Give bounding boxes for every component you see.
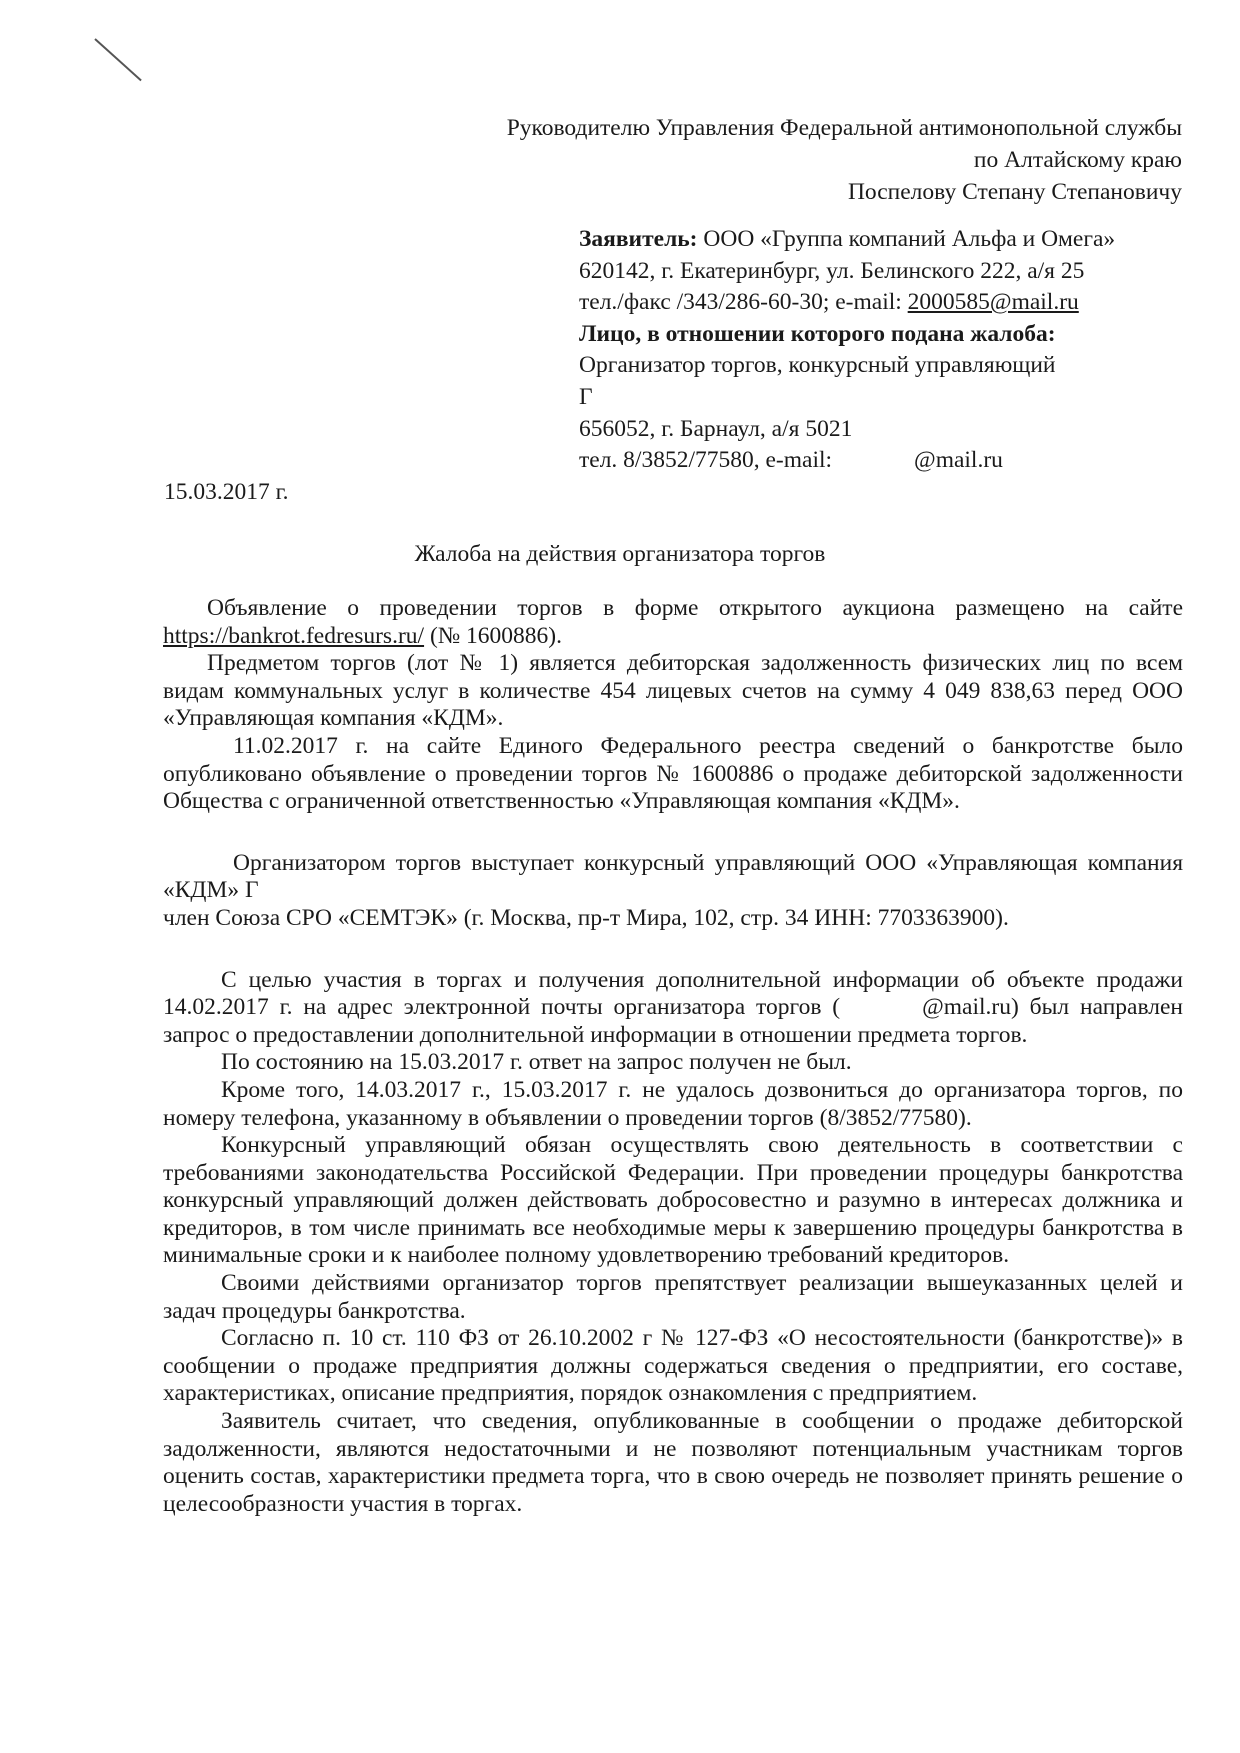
addressee-line-2: по Алтайскому краю (973, 147, 1182, 173)
paragraph-8: Конкурсный управляющий обязан осуществлять свою деятельность в соответствии с требованиями законодательства Российской Федерации. При проведении процедуры банкротства конкурсный управляющий должен действовать добросовестно и разумно в интересах должника и кредиторов, в том числе принимать все необходимые меры к завершению процедуры банкротства в минимальные сроки и к наиболее полному удовлетворению требований кредиторов. (163, 1132, 1183, 1269)
respondent-contacts (579, 445, 1219, 477)
applicant-address: 620142, г. Екатеринбург, ул. Белинского 222, а/я 25 (579, 257, 1085, 284)
paragraph-2: Предметом торгов (лот № 1) является дебиторская задолженность физических лиц по всем видам коммунальных услуг в количестве 454 лицевых счетов на сумму 4 049 838,63 перед ООО «Управляющая компания «КДМ». (163, 650, 1183, 732)
document-title: Жалоба на действия организатора торгов (414, 541, 826, 567)
addressee-line-1: Руководителю Управления Федеральной антимонопольной службы (506, 115, 1182, 141)
parties-block (579, 224, 1219, 477)
paragraph-1 (163, 595, 1183, 650)
paragraph-4 (163, 850, 1183, 905)
respondent-label: Лицо, в отношении которого подана жалоба: (579, 320, 1056, 347)
addressee-line-3: Поспелову Степану Степановичу (847, 179, 1182, 205)
paragraph-5-email: @mail.ru (922, 994, 1011, 1021)
paragraph-10: Согласно п. 10 ст. 110 ФЗ от 26.10.2002 г № 127-ФЗ «О несостоятельности (банкротстве)» в сообщении о продаже предприятия должны содержаться сведения о предприятии, его составе, характеристиках, описание предприятия, порядок ознакомления с предприятием. (163, 1325, 1183, 1407)
paragraph-1-end: (№ 1600886). (424, 622, 563, 649)
paragraph-1-text: Объявление о проведении торгов в форме открытого аукциона размещено на сайте (207, 595, 1183, 621)
paragraph-5 (163, 967, 1183, 1050)
fedresurs-link[interactable]: https://bankrot.fedresurs.ru/ (163, 622, 425, 649)
paragraph-5-text-a: С целью участия в торгах и получения дополнительной информации об объекте продажи 14.02.2017 г. на адрес электронной почты организатора торгов ( (163, 966, 1183, 1021)
applicant-email-link[interactable]: 2000585@mail.ru (907, 289, 1079, 316)
respondent-phone: тел. 8/3852/77580, e-mail: (579, 447, 833, 474)
document-date: 15.03.2017 г. (164, 479, 289, 505)
respondent-name: Г (579, 383, 593, 410)
document-body (163, 595, 1183, 1518)
paragraph-4-continuation: член Союза СРО «СЕМТЭК» (г. Москва, пр-т Мира, 102, стр. 34 ИНН: 7703363900). (163, 904, 1009, 931)
pen-stroke-mark (94, 38, 141, 81)
addressee-block (300, 112, 1182, 208)
paragraph-6: По состоянию на 15.03.2017 г. ответ на запрос получен не был. (221, 1049, 852, 1076)
paragraph-4-text: Организатором торгов выступает конкурсный управляющий ООО «Управляющая компания «КДМ» Г (163, 849, 1183, 904)
paragraph-3: 11.02.2017 г. на сайте Единого Федерального реестра сведений о банкротстве было опубликовано объявление о проведении торгов № 1600886 о продаже дебиторской задолженности Общества с ограниченной ответственностью «Управляющая компания «КДМ». (163, 732, 1183, 815)
paragraph-9: Своими действиями организатор торгов препятствует реализации вышеуказанных целей и задач процедуры банкротства. (163, 1270, 1183, 1324)
paragraph-11: Заявитель считает, что сведения, опубликованные в сообщении о продаже дебиторской задолженности, являются недостаточными и не позволяют потенциальным участникам торгов оценить состав, характеристики предмета торга, что в свою очередь не позволяет принять решение о целесообразности участия в торгах. (163, 1408, 1183, 1517)
respondent-email: @mail.ru (914, 447, 1003, 474)
applicant-label: Заявитель: (579, 226, 698, 252)
applicant-line (579, 224, 1219, 256)
applicant-name: ООО «Группа компаний Альфа и Омега» (697, 226, 1116, 252)
paragraph-7: Кроме того, 14.03.2017 г., 15.03.2017 г. не удалось дозвониться до организатора торгов, по номеру телефона, указанному в объявлении о проведении торгов (8/3852/77580). (163, 1076, 1183, 1131)
applicant-phone: тел./факс /343/286-60-30; e-mail: (579, 289, 908, 316)
applicant-contacts (579, 287, 1219, 319)
paragraph-5-text-b: ) был направлен запрос о предоставлении дополнительной информации в отношении предмета торгов. (163, 994, 1183, 1048)
respondent-address: 656052, г. Барнаул, а/я 5021 (579, 415, 853, 442)
respondent-role: Организатор торгов, конкурсный управляющий (579, 352, 1056, 379)
